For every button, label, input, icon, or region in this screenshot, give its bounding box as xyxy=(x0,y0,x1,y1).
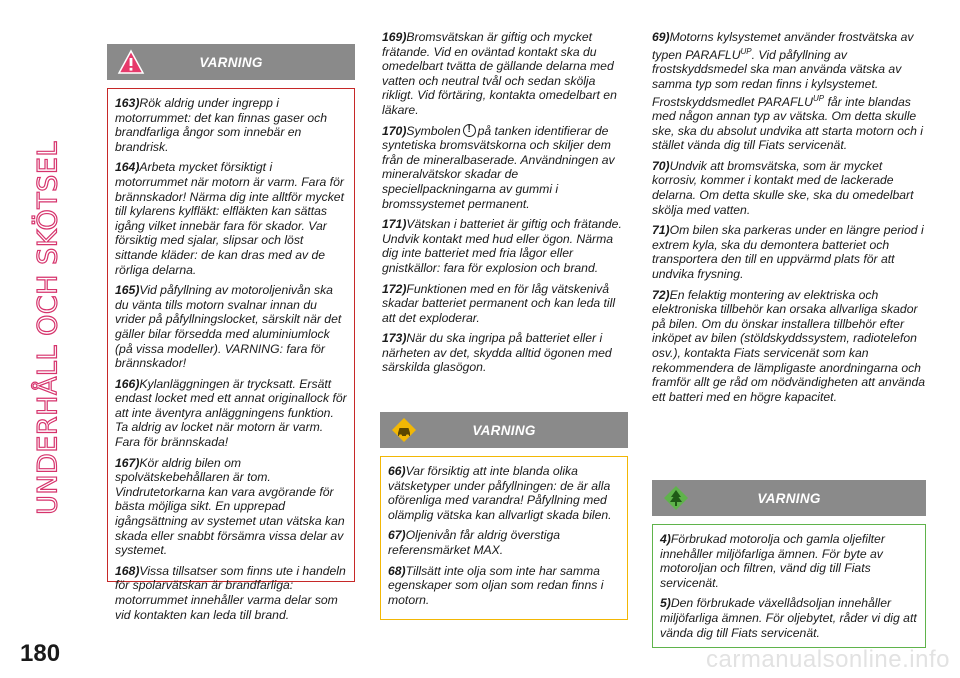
page-number: 180 xyxy=(20,640,61,667)
note-169: 169)Bromsvätskan är giftig och mycket frätande. Vid en oväntad kontakt ska du omedelbart tvätta de gällande delarna med vatten och neutral tvål och sedan skölja rikligt. Vid förtäring, kontakta omedelbart en läkare. xyxy=(382,30,617,117)
column-3-text xyxy=(652,30,928,410)
note-69-text: Motorns kylsystemet använder frostvätska av typen $PARAFLU^{UP}$. Vid påfyllning av frostskyddsmedel ska man använda vätska av samma typ som redan finns i kylsystemet. Frostskyddsmedlet $PARAFLU^{UP}$ får inte blandas med någon annan typ av vätska. Om detta skulle ske, ska du absolut undvika att starta motorn och i stället vända dig till Fiats servicenät. xyxy=(652,30,923,153)
environment-tree-icon xyxy=(662,484,690,512)
warning-header-green xyxy=(652,480,926,516)
note-172: 172)Funktionen med en för låg vätskenivå skadar batteriet permanent och kan leda till att det exploderar. xyxy=(382,281,616,325)
note-66: 66)Var försiktig att inte blanda olika vätsketyper under påfyllningen: de är alla oförenliga med varandra! Påfyllning med olämplig vätska kan allvarligt skada bilen. xyxy=(388,464,612,522)
warning-heading: VARNING xyxy=(757,490,821,506)
car-maintenance-icon xyxy=(390,416,418,444)
warning-heading: VARNING xyxy=(199,54,263,70)
warning-box-green xyxy=(652,524,926,648)
note-69: 69)Motorns kylsystemet använder frostvätska av typen $PARAFLU^{UP}$. Vid påfyllning av frostskyddsmedel ska man använda vätska av samma typ som redan finns i kylsystemet. Frostskyddsmedlet $PARAFLU^{UP}$ får inte blandas med någon annan typ av vätska. Om detta skulle ske, ska du absolut undvika att starta motorn och i stället vända dig till Fiats servicenät. xyxy=(652,30,923,153)
warning-item: 163)Rök aldrig under ingrepp i motorrummet: det kan finnas gaser och brandfarliga ångor som innebär en brandrisk. xyxy=(115,96,328,154)
note-68: 68)Tillsätt inte olja som inte har samma egenskaper som oljan som redan finns i motorn. xyxy=(388,563,604,607)
warning-header-yellow xyxy=(380,412,628,448)
section-title: UNDERHÅLL OCH SKÖTSEL xyxy=(32,141,64,515)
column-2-text xyxy=(382,30,628,381)
warning-item: 164)Arbeta mycket försiktigt i motorrummet när motorn är varm. Fara för brännskador! Närma dig inte alltför mycket till kylarens kylfläkt: elfläkten kan sättas igång vilket innebär fara för skador. Var försiktig med sjalar, slipsar och löst sittande kläder: de kan dras med av de rörliga delarna. xyxy=(115,160,344,277)
note-4: 4)Förbrukad motorolja och gamla oljefilter innehåller miljöfarliga ämnen. För byte av motoroljan och filtren, vänd dig till Fiats servicenät. xyxy=(660,532,885,590)
warning-triangle-icon xyxy=(117,48,145,76)
note-67: 67)Oljenivån får aldrig överstiga referensmärket MAX. xyxy=(388,528,561,557)
note-171: 171)Vätskan i batteriet är giftig och frätande. Undvik kontakt med hud eller ögon. Närma dig inte batteriet med fria lågor eller gnistkällor: fara för explosion och brand. xyxy=(382,217,622,275)
warning-header-red xyxy=(107,44,355,80)
warning-item: 166)Kylanläggningen är trycksatt. Ersätt endast locket med ett annat originallock för att inte äventyra anläggningens funktion. Ta aldrig av locket när motorn är varm. Fara för brännskada! xyxy=(115,376,347,450)
note-170: 170)Symbolen! på tanken identifierar de syntetiska bromsvätskorna och skiljer dem från de mineralbaserade. Användningen av mineralvätskor skadar de speciellpackningarna av gummi i bromssystemet permanent. xyxy=(382,124,628,212)
warning-item: 168)Vissa tillsatser som finns ute i handeln för spolarvätskan är brandfarliga: motorrummet innehåller varma delar som vid kontakten kan leda till brand. xyxy=(115,563,346,622)
note-72: 72)En felaktig montering av elektriska och elektroniska tillbehör kan orsaka allvarliga skador på bilen. Om du önskar installera tillbehör efter inköpet av bilen (stöldskyddssystem, radiotelefon osv.), kontakta Fiats servicenät som kan rekommendera de lämpligaste anordningarna och framför allt ge råd om nödvändigheten att använda ett batteri med en högre kapacitet. xyxy=(652,287,926,404)
note-5: 5)Den förbrukade växellådsoljan innehåller miljöfarliga ämnen. För oljebytet, råder vi dig att vända dig till Fiats servicenät. xyxy=(660,596,917,640)
warning-box-yellow xyxy=(380,456,628,620)
watermark: carmanualsonline.info xyxy=(706,646,950,673)
brake-fluid-icon xyxy=(463,124,476,137)
note-71: 71)Om bilen ska parkeras under en längre period i extrem kyla, ska du demontera batteriet och transportera den till en uppvärmd plats för att undvika frysning. xyxy=(652,223,924,282)
warning-heading: VARNING xyxy=(472,422,536,438)
note-70: 70)Undvik att bromsvätska, som är mycket korrosiv, kommer i kontakt med de lackerade delarna. Om detta skulle ske, ska du omedelbart skölja med vatten. xyxy=(652,158,914,217)
warning-box-red xyxy=(107,88,355,622)
warning-item: 167)Kör aldrig bilen om spolvätskebehållaren är tom. Vindrutetorkarna kan vara avgörande för bästa möjliga sikt. En upprepad igångsättning av systemet utan vätska kan skada eller snabbt försämra vissa delar av systemet. xyxy=(115,455,345,558)
note-173: 173)När du ska ingripa på batteriet eller i närheten av det, skydda alltid ögonen med särskilda glasögon. xyxy=(382,331,612,375)
warning-item: 165)Vid påfyllning av motoroljenivån ska du vänta tills motorn svalnar innan du vrider på påfyllningslocket, särskilt när det gäller bilar försedda med aluminiumlock (på vissa modeller). VARNING: fara för brännskador! xyxy=(115,283,342,371)
